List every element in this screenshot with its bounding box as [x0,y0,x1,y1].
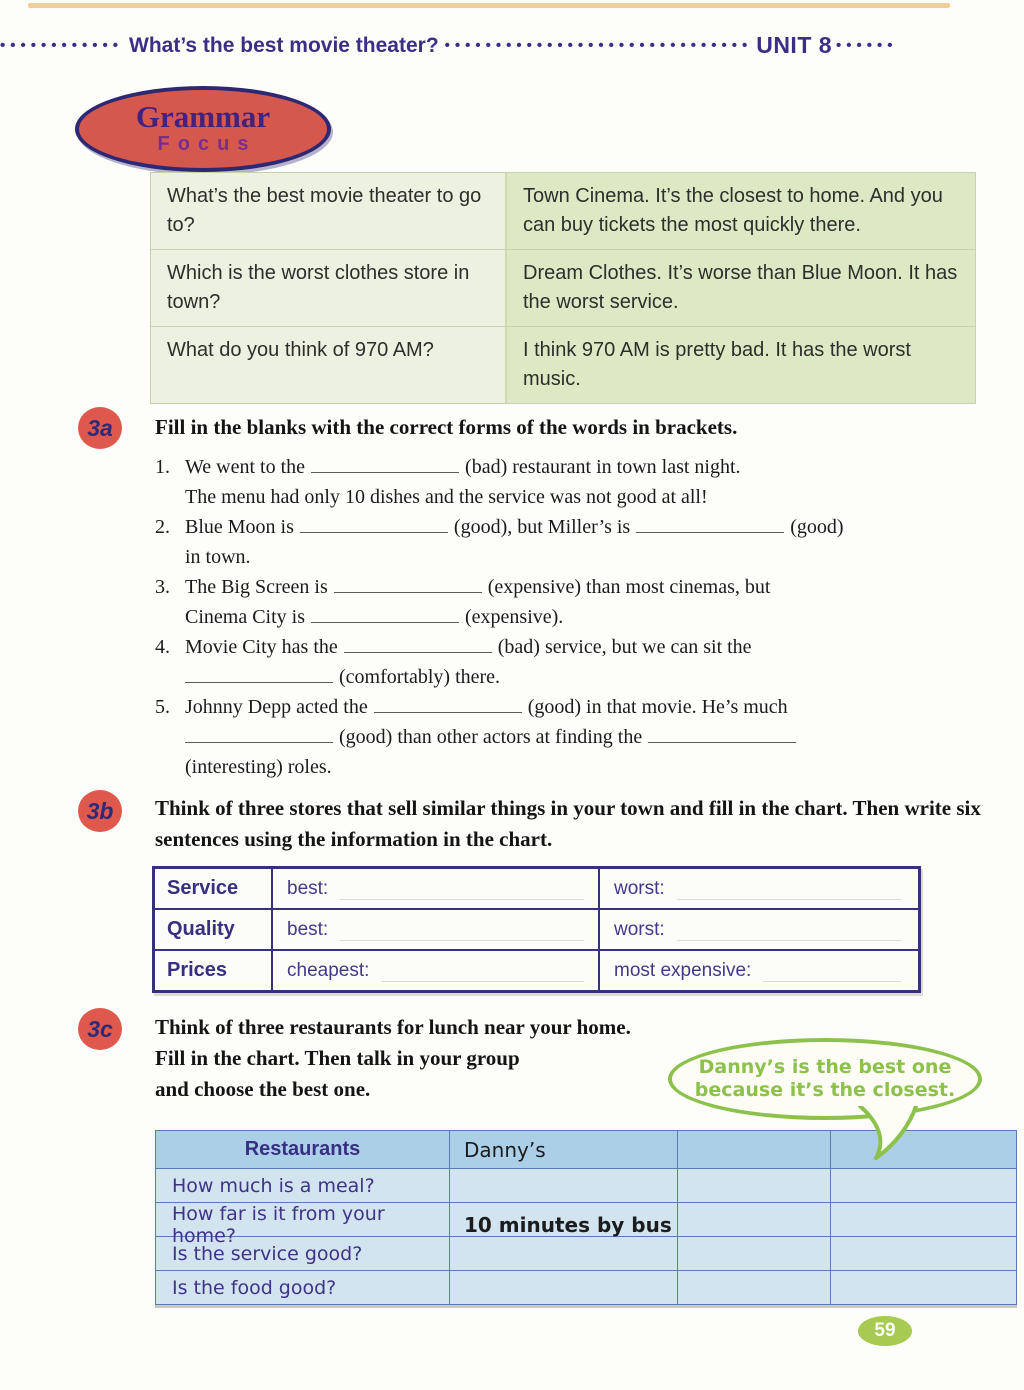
exercise-item-5 [155,692,1023,782]
exercise-3a-list [155,452,1023,782]
answer-cell[interactable] [677,1169,830,1202]
item-text [185,512,1023,572]
row-question: How much is a meal? [172,1174,375,1197]
grammar-label: Grammar [135,99,271,134]
grammar-question-cell: What’s the best movie theater to go to? [151,173,505,249]
row-label: Quality [155,910,273,949]
item-segment: (good) [790,516,844,538]
title-line: Think of three restaurants for lunch near your home. [155,1015,631,1039]
chart-row-quality [155,908,918,949]
grammar-question-cell: Which is the worst clothes store in town? [151,250,505,326]
focus-label: Focus [157,133,257,155]
item-segment: (good) than other actors at finding the [339,726,643,748]
chart-row-prices [155,949,918,990]
header-restaurants: Restaurants [244,1138,361,1160]
answer-cell[interactable] [830,1271,1008,1304]
write-in-line[interactable] [340,885,584,900]
page-header [0,32,1010,59]
answer-cell[interactable] [449,1169,677,1202]
bubble-text-line: because it’s the closest. [694,1079,956,1101]
chart-row-service [156,1236,1016,1270]
item-text [185,692,1023,782]
item-segment: (bad) restaurant in town last night. [465,456,741,478]
grammar-table [150,172,976,404]
page-top-edge-line [28,3,950,8]
item-segment: (good), but Miller’s is [453,516,631,538]
grammar-row [151,326,975,403]
row-label: Service [155,869,273,908]
fill-blank[interactable] [185,677,333,683]
item-number: 2. [155,516,170,538]
item-segment: (bad) service, but we can sit the [497,636,752,658]
exercise-item-2 [155,512,1023,572]
answer-cell[interactable] [830,1169,1008,1202]
item-segment: We went to the [185,456,306,478]
speech-bubble-tail [848,1106,928,1164]
item-text [185,572,1023,632]
item-segment: (interesting) roles. [185,756,332,778]
fill-blank[interactable] [344,647,492,653]
chart-cell [598,869,915,908]
item-number: 3. [155,576,170,598]
item-segment: in town. [185,546,251,568]
cell-label: best: [287,918,329,940]
exercise-item-1 [155,452,1023,512]
write-in-line[interactable] [677,885,901,900]
chart-row-food [156,1270,1016,1304]
row-question: Is the food good? [172,1276,337,1299]
item-text [185,452,1023,512]
chart-cell [598,910,915,949]
answer-cell[interactable] [449,1271,677,1304]
fill-blank[interactable] [636,527,784,533]
item-text [185,632,1023,692]
grammar-focus-badge [75,86,331,172]
answer-cell[interactable] [677,1237,830,1270]
fill-blank[interactable] [311,467,459,473]
dots-middle: •••••••••••••••••••••••••••••• [444,37,753,54]
section-3a-title: Fill in the blanks with the correct forms of the words in brackets. [155,415,738,439]
item-number: 4. [155,636,170,658]
header-empty-cell[interactable] [677,1131,830,1168]
answer-cell[interactable] [677,1271,830,1304]
section-3c-title [155,1012,735,1105]
item-segment: Movie City has the [185,636,338,658]
stores-chart [152,866,921,993]
exercise-item-3 [155,572,1023,632]
item-segment: The menu had only 10 dishes and the service was not good at all! [185,486,708,508]
grammar-answer-cell: Dream Clothes. It’s worse than Blue Moon. It has the worst service. [505,250,975,326]
item-segment: (expensive) than most cinemas, but [487,576,771,598]
exercise-item-4 [155,632,1023,692]
chart-cell [598,951,915,990]
chart-cell [273,869,598,908]
item-segment: Cinema City is [185,606,305,628]
chart-row-service [155,869,918,908]
chart-cell [273,910,598,949]
row-label: Prices [155,951,273,990]
page-number-badge: 59 [858,1316,912,1346]
write-in-line[interactable] [763,967,901,982]
unit-number: UNIT 8 [756,32,833,58]
item-number: 5. [155,696,170,718]
grammar-question-cell: What do you think of 970 AM? [151,327,505,403]
cell-label: worst: [614,877,665,899]
grammar-row [151,249,975,326]
answer-cell: 10 minutes by bus [449,1203,677,1247]
write-in-line[interactable] [340,926,584,941]
fill-blank[interactable] [185,737,333,743]
write-in-line[interactable] [381,967,584,982]
title-line: Fill in the chart. Then talk in your group [155,1046,520,1070]
fill-blank[interactable] [374,707,522,713]
answer-cell[interactable] [830,1237,1008,1270]
item-segment: (comfortably) there. [339,666,501,688]
cell-label: cheapest: [287,959,370,981]
item-segment: The Big Screen is [185,576,328,598]
item-number: 1. [155,456,170,478]
grammar-answer-cell: Town Cinema. It’s the closest to home. And you can buy tickets the most quickly there. [505,173,975,249]
item-segment: (expensive). [465,606,564,628]
item-segment: Johnny Depp acted the [185,696,368,718]
fill-blank[interactable] [334,587,482,593]
fill-blank[interactable] [648,737,796,743]
chart-row-meal-price [156,1168,1016,1202]
chart-cell [273,951,598,990]
answer-cell[interactable] [449,1237,677,1270]
unit-title: What’s the best movie theater? [129,33,439,57]
grammar-answer-cell: I think 970 AM is pretty bad. It has the worst music. [505,327,975,403]
dots-left: •••••••••••• [0,37,124,54]
fill-blank[interactable] [311,617,459,623]
header-restaurant-name: Danny’s [449,1131,677,1168]
grammar-row [151,173,975,249]
cell-label: most expensive: [614,959,752,981]
fill-blank[interactable] [300,527,448,533]
section-badge-3c: 3c [78,1008,122,1050]
dots-right: •••••• [836,37,898,54]
speech-bubble [668,1038,982,1120]
section-badge-3b: 3b [78,790,122,832]
chart-row-distance [156,1202,1016,1247]
bubble-text-line: Danny’s is the best one [698,1056,952,1078]
cell-label: worst: [614,918,665,940]
item-segment: (good) in that movie. He’s much [527,696,788,718]
section-3b-title: Think of three stores that sell similar things in your town and fill in the chart. Then write six sentences using the information in the chart. [155,796,981,851]
row-question: Is the service good? [172,1242,363,1265]
cell-label: best: [287,877,329,899]
section-badge-3a: 3a [78,407,122,449]
write-in-line[interactable] [677,926,901,941]
title-line: and choose the best one. [155,1077,371,1101]
item-segment: Blue Moon is [185,516,294,538]
row-question: How far is it from your home? [172,1203,385,1247]
